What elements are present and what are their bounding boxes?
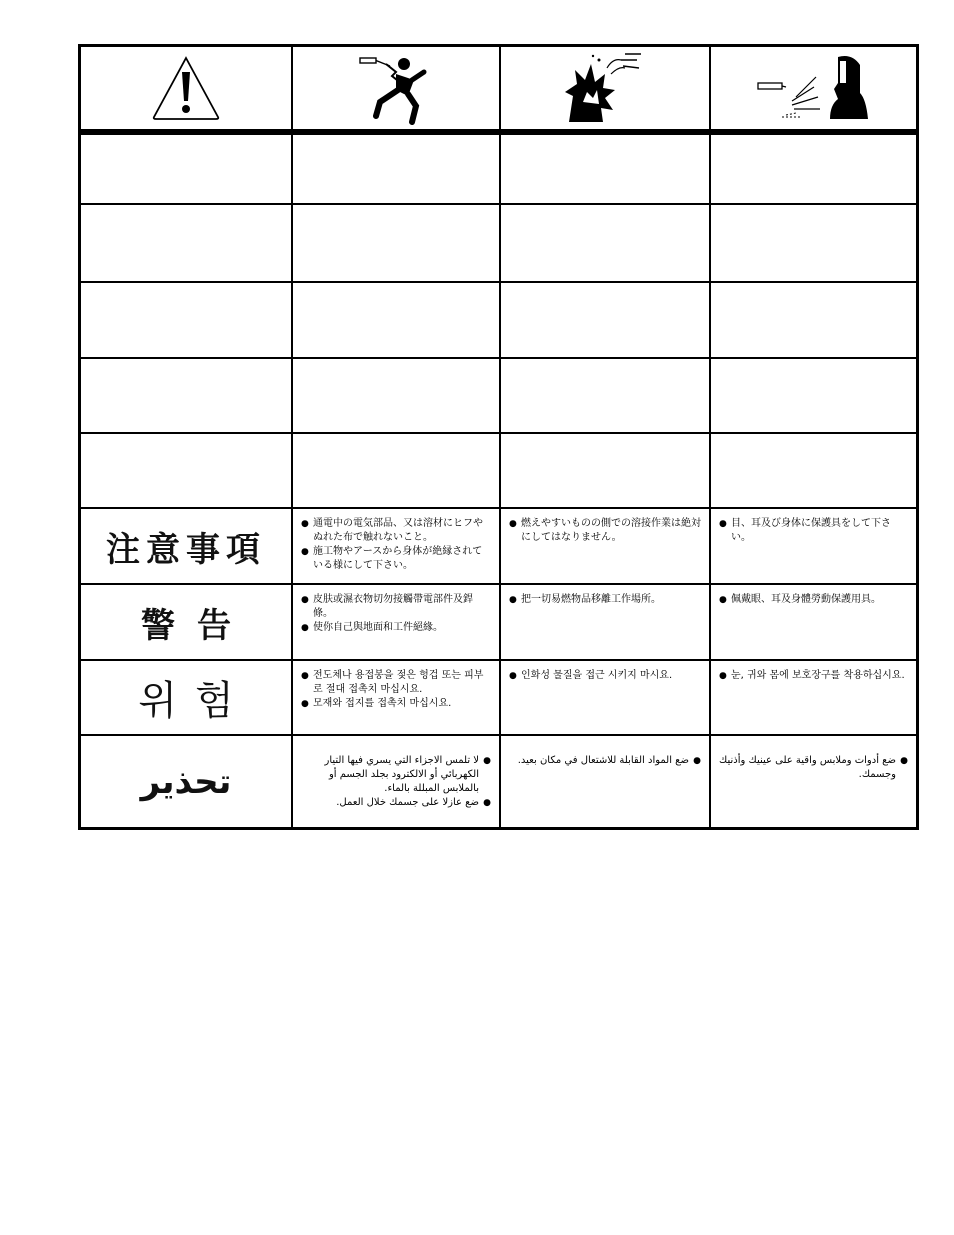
korean-fire-warnings — [501, 661, 709, 683]
korean-label: 위험 — [138, 678, 252, 724]
arabic-label: تحذير — [140, 761, 232, 802]
warning-item: ● 佩戴眼、耳及身體勞動保護用具。 — [719, 593, 908, 607]
blank-row — [81, 133, 916, 203]
chinese-electric-warnings — [293, 585, 499, 635]
warning-item: ● 눈, 귀와 몸에 보호장구를 착용하십시요. — [719, 669, 908, 683]
warning-item: ● 모재와 접지를 접촉치 마십시요. — [301, 697, 491, 711]
blank-row — [81, 357, 916, 432]
warning-item: ● 인화성 물질을 접근 시키지 마시요. — [509, 669, 701, 683]
warning-item: ● 目、耳及び身体に保護具をして下さい。 — [719, 517, 908, 545]
warning-item: ● لا تلمس الاجزاء التي يسري فيها التيار الكهربائي أو الالكترود بجلد الجسم أو بالملابس المبللة بالماء. — [301, 754, 491, 796]
chinese-label: 警告 — [141, 605, 253, 646]
warning-item: ● 通電中の電気部品、又は溶材にヒフやぬれた布で触れないこと。 — [301, 517, 491, 545]
warning-item: ● 전도체나 용접봉을 젖은 헝겁 또는 피부로 절대 접촉치 마십시요. — [301, 669, 491, 697]
explosion-cell — [499, 47, 709, 129]
warning-item: ● 皮肤或濕衣物切勿接觸帶電部件及銲條。 — [301, 593, 491, 621]
korean-electric-warnings — [293, 661, 499, 711]
korean-row — [81, 659, 916, 734]
japanese-fire-warnings — [501, 509, 709, 545]
warning-triangle-icon — [151, 55, 221, 121]
warning-item: ● 使你自己與地面和工件絕緣。 — [301, 621, 491, 635]
arabic-fire-warnings — [501, 736, 709, 768]
face-shield-icon — [756, 53, 872, 123]
safety-warning-table — [78, 44, 919, 830]
electric-shock-cell — [291, 47, 499, 129]
electric-shock-icon — [356, 50, 436, 126]
blank-row — [81, 281, 916, 357]
blank-row — [81, 203, 916, 281]
warning-item: ● 施工物やアースから身体が絶縁されている様にして下さい。 — [301, 545, 491, 573]
japanese-label: 注意事項 — [106, 529, 266, 570]
arabic-row — [81, 734, 916, 827]
arabic-electric-warnings — [293, 736, 499, 810]
warning-item: ● ضع المواد القابلة للاشتعال في مكان بعيد. — [509, 754, 701, 768]
arabic-ppe-warnings — [711, 736, 916, 782]
chinese-ppe-warnings — [711, 585, 916, 607]
warning-item: ● ضع عازلا على جسمك خلال العمل. — [301, 796, 491, 810]
warning-item: ● 把一切易燃物品移離工作場所。 — [509, 593, 701, 607]
blank-row — [81, 432, 916, 507]
chinese-row — [81, 583, 916, 659]
japanese-ppe-warnings — [711, 509, 916, 545]
face-shield-cell — [709, 47, 916, 129]
explosion-icon — [563, 52, 647, 124]
japanese-electric-warnings — [293, 509, 499, 573]
warning-item: ● ضع أدوات وملابس واقية على عينيك وأذنيك وجسمك. — [719, 754, 908, 782]
icon-row — [81, 47, 916, 133]
chinese-fire-warnings — [501, 585, 709, 607]
japanese-row — [81, 507, 916, 583]
korean-ppe-warnings — [711, 661, 916, 683]
warning-item: ● 燃えやすいものの側での溶接作業は絶対にしてはなりません。 — [509, 517, 701, 545]
warning-cell — [81, 47, 291, 129]
